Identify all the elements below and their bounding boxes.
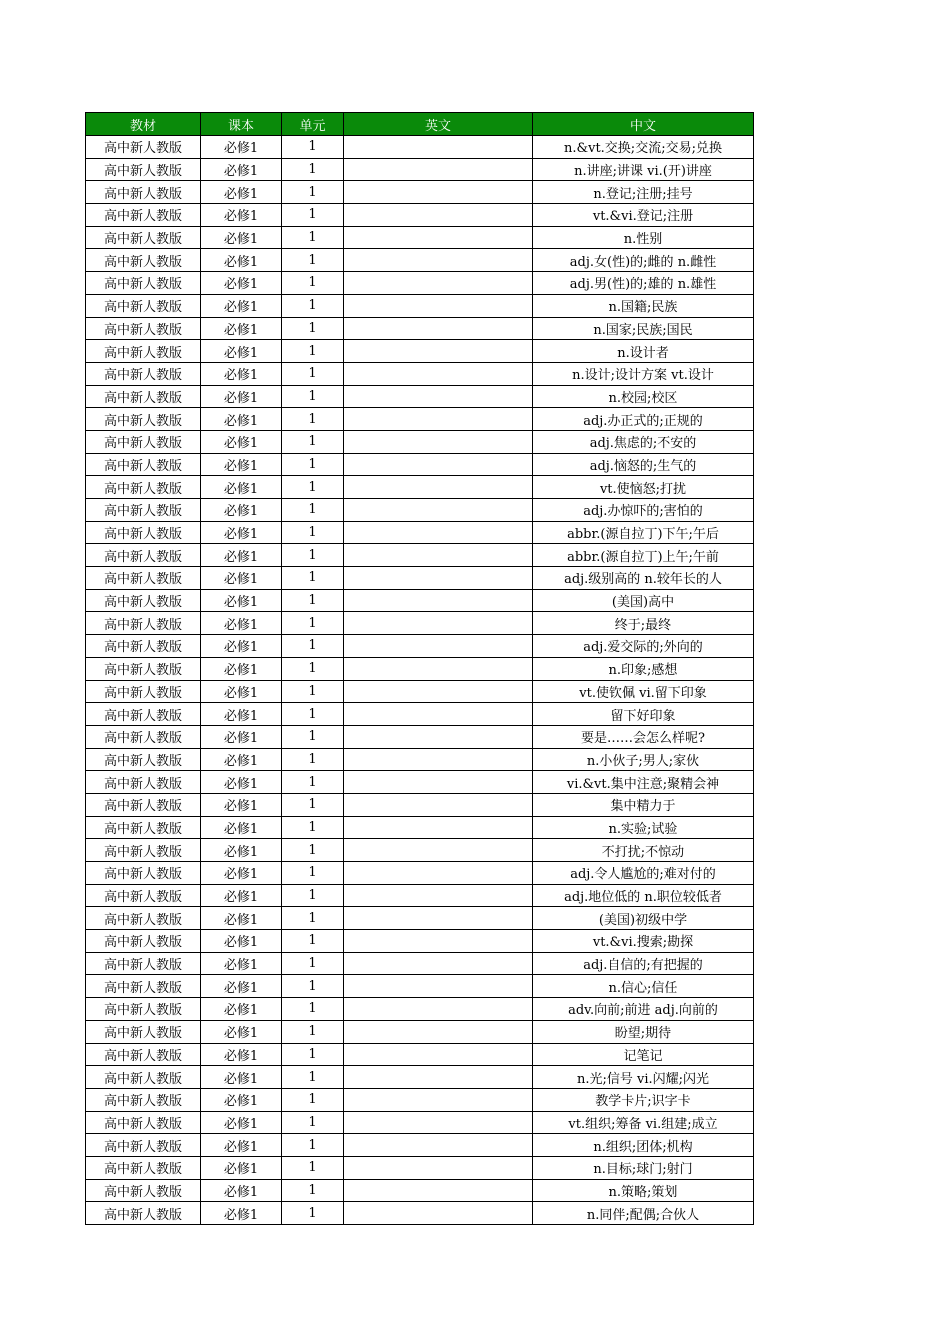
cell-chinese[interactable]: n.实验;试验 <box>533 816 754 839</box>
table-row <box>86 612 754 635</box>
cell-unit[interactable]: 1 <box>282 430 344 453</box>
table-row <box>86 204 754 227</box>
cell-chinese[interactable]: vt.使恼怒;打扰 <box>533 476 754 499</box>
cell-chinese[interactable]: 记笔记 <box>533 1043 754 1066</box>
cell-chinese[interactable]: adj.办正式的;正规的 <box>533 408 754 431</box>
cell-book[interactable]: 必修1 <box>201 249 282 272</box>
cell-chinese[interactable]: n.组织;团体;机构 <box>533 1134 754 1157</box>
cell-book[interactable]: 必修1 <box>201 635 282 658</box>
cell-textbook[interactable]: 高中新人教版 <box>86 975 201 998</box>
cell-english[interactable] <box>344 499 533 522</box>
cell-chinese[interactable]: vt.&vi.搜索;勘探 <box>533 930 754 953</box>
cell-book[interactable]: 必修1 <box>201 1088 282 1111</box>
cell-unit[interactable]: 1 <box>282 249 344 272</box>
cell-unit[interactable]: 1 <box>282 385 344 408</box>
cell-chinese[interactable]: 集中精力于 <box>533 793 754 816</box>
cell-textbook[interactable]: 高中新人教版 <box>86 249 201 272</box>
cell-chinese[interactable]: adj.级别高的 n.较年长的人 <box>533 567 754 590</box>
cell-textbook[interactable]: 高中新人教版 <box>86 430 201 453</box>
cell-english[interactable] <box>344 430 533 453</box>
cell-unit[interactable]: 1 <box>282 181 344 204</box>
cell-unit[interactable]: 1 <box>282 1202 344 1225</box>
header-row <box>86 113 754 136</box>
cell-book[interactable]: 必修1 <box>201 1202 282 1225</box>
cell-book[interactable]: 必修1 <box>201 998 282 1021</box>
cell-chinese[interactable]: 盼望;期待 <box>533 1020 754 1043</box>
cell-book[interactable]: 必修1 <box>201 793 282 816</box>
cell-english[interactable] <box>344 272 533 295</box>
cell-book[interactable]: 必修1 <box>201 839 282 862</box>
cell-english[interactable] <box>344 317 533 340</box>
table-row <box>86 340 754 363</box>
cell-english[interactable] <box>344 385 533 408</box>
cell-book[interactable]: 必修1 <box>201 362 282 385</box>
table-row <box>86 907 754 930</box>
cell-textbook[interactable]: 高中新人教版 <box>86 136 201 159</box>
cell-unit[interactable]: 1 <box>282 657 344 680</box>
cell-textbook[interactable]: 高中新人教版 <box>86 839 201 862</box>
cell-unit[interactable]: 1 <box>282 136 344 159</box>
table-row <box>86 1156 754 1179</box>
cell-english[interactable] <box>344 725 533 748</box>
cell-chinese[interactable]: adj.焦虑的;不安的 <box>533 430 754 453</box>
header-textbook[interactable]: 教材 <box>86 113 201 136</box>
cell-book[interactable]: 必修1 <box>201 453 282 476</box>
cell-chinese[interactable]: n.策略;策划 <box>533 1179 754 1202</box>
cell-chinese[interactable]: (美国)初级中学 <box>533 907 754 930</box>
cell-book[interactable]: 必修1 <box>201 884 282 907</box>
table-row <box>86 226 754 249</box>
cell-textbook[interactable]: 高中新人教版 <box>86 862 201 885</box>
table-row <box>86 1111 754 1134</box>
cell-textbook[interactable]: 高中新人教版 <box>86 680 201 703</box>
cell-english[interactable] <box>344 839 533 862</box>
cell-english[interactable] <box>344 907 533 930</box>
cell-english[interactable] <box>344 1156 533 1179</box>
cell-textbook[interactable]: 高中新人教版 <box>86 816 201 839</box>
cell-textbook[interactable]: 高中新人教版 <box>86 1156 201 1179</box>
cell-chinese[interactable]: adj.自信的;有把握的 <box>533 952 754 975</box>
cell-book[interactable]: 必修1 <box>201 1111 282 1134</box>
cell-textbook[interactable]: 高中新人教版 <box>86 725 201 748</box>
cell-textbook[interactable]: 高中新人教版 <box>86 272 201 295</box>
cell-english[interactable] <box>344 998 533 1021</box>
cell-unit[interactable]: 1 <box>282 204 344 227</box>
cell-english[interactable] <box>344 635 533 658</box>
cell-english[interactable] <box>344 975 533 998</box>
cell-english[interactable] <box>344 362 533 385</box>
table-row <box>86 1043 754 1066</box>
table-row <box>86 635 754 658</box>
cell-chinese[interactable]: n.目标;球门;射门 <box>533 1156 754 1179</box>
cell-textbook[interactable]: 高中新人教版 <box>86 998 201 1021</box>
cell-textbook[interactable]: 高中新人教版 <box>86 884 201 907</box>
cell-textbook[interactable]: 高中新人教版 <box>86 499 201 522</box>
cell-textbook[interactable]: 高中新人教版 <box>86 476 201 499</box>
cell-chinese[interactable]: 不打扰;不惊动 <box>533 839 754 862</box>
cell-chinese[interactable]: abbr.(源自拉丁)下午;午后 <box>533 521 754 544</box>
table-row <box>86 521 754 544</box>
table-row <box>86 567 754 590</box>
cell-textbook[interactable]: 高中新人教版 <box>86 952 201 975</box>
table-row <box>86 884 754 907</box>
table-row <box>86 136 754 159</box>
cell-unit[interactable]: 1 <box>282 862 344 885</box>
header-chinese[interactable]: 中文 <box>533 113 754 136</box>
table-row <box>86 294 754 317</box>
cell-unit[interactable]: 1 <box>282 612 344 635</box>
cell-unit[interactable]: 1 <box>282 1020 344 1043</box>
cell-chinese[interactable]: n.设计;设计方案 vt.设计 <box>533 362 754 385</box>
cell-book[interactable]: 必修1 <box>201 862 282 885</box>
cell-english[interactable] <box>344 158 533 181</box>
cell-unit[interactable]: 1 <box>282 340 344 363</box>
cell-unit[interactable]: 1 <box>282 930 344 953</box>
cell-book[interactable]: 必修1 <box>201 1043 282 1066</box>
cell-english[interactable] <box>344 136 533 159</box>
cell-english[interactable] <box>344 408 533 431</box>
cell-book[interactable]: 必修1 <box>201 158 282 181</box>
cell-chinese[interactable]: adj.爱交际的;外向的 <box>533 635 754 658</box>
table-row <box>86 748 754 771</box>
cell-textbook[interactable]: 高中新人教版 <box>86 385 201 408</box>
table-row <box>86 499 754 522</box>
cell-chinese[interactable]: n.小伙子;男人;家伙 <box>533 748 754 771</box>
table-row <box>86 476 754 499</box>
cell-english[interactable] <box>344 181 533 204</box>
cell-book[interactable]: 必修1 <box>201 430 282 453</box>
cell-book[interactable]: 必修1 <box>201 703 282 726</box>
cell-chinese[interactable]: n.登记;注册;挂号 <box>533 181 754 204</box>
table-row <box>86 771 754 794</box>
table-row <box>86 1202 754 1225</box>
cell-chinese[interactable]: n.&vt.交换;交流;交易;兑换 <box>533 136 754 159</box>
cell-unit[interactable]: 1 <box>282 1111 344 1134</box>
table-row <box>86 1020 754 1043</box>
table-row <box>86 408 754 431</box>
cell-chinese[interactable]: 要是……会怎么样呢? <box>533 725 754 748</box>
cell-unit[interactable]: 1 <box>282 589 344 612</box>
cell-book[interactable]: 必修1 <box>201 385 282 408</box>
table-row <box>86 839 754 862</box>
cell-unit[interactable]: 1 <box>282 408 344 431</box>
cell-chinese[interactable]: adj.男(性)的;雄的 n.雄性 <box>533 272 754 295</box>
cell-english[interactable] <box>344 1020 533 1043</box>
table-row <box>86 362 754 385</box>
vocabulary-table <box>85 112 754 1225</box>
cell-book[interactable]: 必修1 <box>201 408 282 431</box>
cell-chinese[interactable]: vt.&vi.登记;注册 <box>533 204 754 227</box>
cell-unit[interactable]: 1 <box>282 317 344 340</box>
cell-unit[interactable]: 1 <box>282 703 344 726</box>
cell-english[interactable] <box>344 748 533 771</box>
cell-chinese[interactable]: adv.向前;前进 adj.向前的 <box>533 998 754 1021</box>
table-row <box>86 385 754 408</box>
table-row <box>86 430 754 453</box>
cell-chinese[interactable]: n.性别 <box>533 226 754 249</box>
cell-chinese[interactable]: adj.恼怒的;生气的 <box>533 453 754 476</box>
table-row <box>86 1088 754 1111</box>
cell-textbook[interactable]: 高中新人教版 <box>86 930 201 953</box>
cell-unit[interactable]: 1 <box>282 362 344 385</box>
cell-textbook[interactable]: 高中新人教版 <box>86 340 201 363</box>
cell-english[interactable] <box>344 1066 533 1089</box>
cell-textbook[interactable]: 高中新人教版 <box>86 703 201 726</box>
cell-chinese[interactable]: n.讲座;讲课 vi.(开)讲座 <box>533 158 754 181</box>
table-row <box>86 952 754 975</box>
cell-book[interactable]: 必修1 <box>201 1020 282 1043</box>
cell-unit[interactable]: 1 <box>282 998 344 1021</box>
cell-english[interactable] <box>344 1134 533 1157</box>
cell-unit[interactable]: 1 <box>282 1179 344 1202</box>
cell-chinese[interactable]: 留下好印象 <box>533 703 754 726</box>
cell-textbook[interactable]: 高中新人教版 <box>86 771 201 794</box>
table-row <box>86 703 754 726</box>
cell-english[interactable] <box>344 657 533 680</box>
table-row <box>86 680 754 703</box>
cell-book[interactable]: 必修1 <box>201 567 282 590</box>
cell-chinese[interactable]: abbr.(源自拉丁)上午;午前 <box>533 544 754 567</box>
cell-english[interactable] <box>344 793 533 816</box>
cell-chinese[interactable]: n.国家;民族;国民 <box>533 317 754 340</box>
cell-textbook[interactable]: 高中新人教版 <box>86 612 201 635</box>
cell-textbook[interactable]: 高中新人教版 <box>86 226 201 249</box>
table-row <box>86 589 754 612</box>
table-row <box>86 998 754 1021</box>
cell-book[interactable]: 必修1 <box>201 771 282 794</box>
table-row <box>86 453 754 476</box>
cell-book[interactable]: 必修1 <box>201 1066 282 1089</box>
cell-english[interactable] <box>344 204 533 227</box>
cell-textbook[interactable]: 高中新人教版 <box>86 1020 201 1043</box>
cell-chinese[interactable]: 终于;最终 <box>533 612 754 635</box>
cell-chinese[interactable]: adj.令人尴尬的;难对付的 <box>533 862 754 885</box>
cell-unit[interactable]: 1 <box>282 294 344 317</box>
cell-chinese[interactable]: n.校园;校区 <box>533 385 754 408</box>
cell-textbook[interactable]: 高中新人教版 <box>86 317 201 340</box>
cell-book[interactable]: 必修1 <box>201 657 282 680</box>
table-body <box>86 136 754 1225</box>
cell-textbook[interactable]: 高中新人教版 <box>86 204 201 227</box>
cell-textbook[interactable]: 高中新人教版 <box>86 158 201 181</box>
cell-english[interactable] <box>344 1088 533 1111</box>
cell-english[interactable] <box>344 294 533 317</box>
cell-book[interactable]: 必修1 <box>201 975 282 998</box>
cell-textbook[interactable]: 高中新人教版 <box>86 567 201 590</box>
cell-chinese[interactable]: vi.&vt.集中注意;聚精会神 <box>533 771 754 794</box>
cell-book[interactable]: 必修1 <box>201 680 282 703</box>
cell-chinese[interactable]: vt.使钦佩 vi.留下印象 <box>533 680 754 703</box>
table-row <box>86 272 754 295</box>
cell-unit[interactable]: 1 <box>282 952 344 975</box>
cell-english[interactable] <box>344 1043 533 1066</box>
cell-textbook[interactable]: 高中新人教版 <box>86 1088 201 1111</box>
cell-book[interactable]: 必修1 <box>201 294 282 317</box>
cell-unit[interactable]: 1 <box>282 839 344 862</box>
cell-unit[interactable]: 1 <box>282 158 344 181</box>
header-unit[interactable]: 单元 <box>282 113 344 136</box>
cell-unit[interactable]: 1 <box>282 884 344 907</box>
table-row <box>86 544 754 567</box>
cell-english[interactable] <box>344 680 533 703</box>
table-row <box>86 657 754 680</box>
table-row <box>86 1179 754 1202</box>
cell-chinese[interactable]: n.印象;感想 <box>533 657 754 680</box>
cell-textbook[interactable]: 高中新人教版 <box>86 793 201 816</box>
cell-chinese[interactable]: (美国)高中 <box>533 589 754 612</box>
cell-unit[interactable]: 1 <box>282 771 344 794</box>
cell-english[interactable] <box>344 249 533 272</box>
cell-textbook[interactable]: 高中新人教版 <box>86 1066 201 1089</box>
cell-book[interactable]: 必修1 <box>201 907 282 930</box>
cell-english[interactable] <box>344 862 533 885</box>
cell-book[interactable]: 必修1 <box>201 1156 282 1179</box>
cell-textbook[interactable]: 高中新人教版 <box>86 294 201 317</box>
cell-book[interactable]: 必修1 <box>201 612 282 635</box>
cell-textbook[interactable]: 高中新人教版 <box>86 408 201 431</box>
cell-chinese[interactable]: n.同伴;配偶;合伙人 <box>533 1202 754 1225</box>
cell-unit[interactable]: 1 <box>282 1134 344 1157</box>
cell-textbook[interactable]: 高中新人教版 <box>86 181 201 204</box>
cell-english[interactable] <box>344 930 533 953</box>
table-row <box>86 793 754 816</box>
cell-unit[interactable]: 1 <box>282 635 344 658</box>
cell-english[interactable] <box>344 453 533 476</box>
cell-textbook[interactable]: 高中新人教版 <box>86 635 201 658</box>
cell-chinese[interactable]: vt.组织;筹备 vi.组建;成立 <box>533 1111 754 1134</box>
cell-textbook[interactable]: 高中新人教版 <box>86 544 201 567</box>
table-row <box>86 158 754 181</box>
cell-book[interactable]: 必修1 <box>201 521 282 544</box>
cell-book[interactable]: 必修1 <box>201 589 282 612</box>
cell-unit[interactable]: 1 <box>282 272 344 295</box>
cell-chinese[interactable]: n.光;信号 vi.闪耀;闪光 <box>533 1066 754 1089</box>
cell-english[interactable] <box>344 589 533 612</box>
cell-textbook[interactable]: 高中新人教版 <box>86 589 201 612</box>
cell-english[interactable] <box>344 612 533 635</box>
cell-book[interactable]: 必修1 <box>201 952 282 975</box>
cell-chinese[interactable]: adj.办惊吓的;害怕的 <box>533 499 754 522</box>
table-row <box>86 725 754 748</box>
cell-book[interactable]: 必修1 <box>201 181 282 204</box>
cell-english[interactable] <box>344 521 533 544</box>
cell-unit[interactable]: 1 <box>282 476 344 499</box>
cell-book[interactable]: 必修1 <box>201 930 282 953</box>
cell-unit[interactable]: 1 <box>282 226 344 249</box>
cell-chinese[interactable]: n.信心;信任 <box>533 975 754 998</box>
cell-english[interactable] <box>344 952 533 975</box>
table-row <box>86 249 754 272</box>
cell-unit[interactable]: 1 <box>282 748 344 771</box>
cell-unit[interactable]: 1 <box>282 725 344 748</box>
cell-chinese[interactable]: n.设计者 <box>533 340 754 363</box>
cell-book[interactable]: 必修1 <box>201 499 282 522</box>
cell-english[interactable] <box>344 1202 533 1225</box>
cell-english[interactable] <box>344 226 533 249</box>
cell-english[interactable] <box>344 1111 533 1134</box>
cell-english[interactable] <box>344 544 533 567</box>
cell-unit[interactable]: 1 <box>282 453 344 476</box>
cell-textbook[interactable]: 高中新人教版 <box>86 521 201 544</box>
cell-unit[interactable]: 1 <box>282 907 344 930</box>
cell-book[interactable]: 必修1 <box>201 816 282 839</box>
cell-unit[interactable]: 1 <box>282 499 344 522</box>
cell-book[interactable]: 必修1 <box>201 317 282 340</box>
table-row <box>86 975 754 998</box>
cell-english[interactable] <box>344 340 533 363</box>
cell-unit[interactable]: 1 <box>282 1088 344 1111</box>
cell-unit[interactable]: 1 <box>282 680 344 703</box>
table-row <box>86 816 754 839</box>
header-english[interactable]: 英文 <box>344 113 533 136</box>
cell-english[interactable] <box>344 1179 533 1202</box>
cell-english[interactable] <box>344 816 533 839</box>
cell-unit[interactable]: 1 <box>282 1156 344 1179</box>
cell-textbook[interactable]: 高中新人教版 <box>86 657 201 680</box>
cell-english[interactable] <box>344 884 533 907</box>
cell-book[interactable]: 必修1 <box>201 272 282 295</box>
cell-unit[interactable]: 1 <box>282 1043 344 1066</box>
cell-book[interactable]: 必修1 <box>201 544 282 567</box>
table-row <box>86 930 754 953</box>
cell-unit[interactable]: 1 <box>282 544 344 567</box>
cell-unit[interactable]: 1 <box>282 975 344 998</box>
cell-book[interactable]: 必修1 <box>201 1134 282 1157</box>
cell-textbook[interactable]: 高中新人教版 <box>86 362 201 385</box>
cell-unit[interactable]: 1 <box>282 816 344 839</box>
cell-book[interactable]: 必修1 <box>201 340 282 363</box>
table-row <box>86 1066 754 1089</box>
cell-english[interactable] <box>344 476 533 499</box>
cell-english[interactable] <box>344 703 533 726</box>
cell-textbook[interactable]: 高中新人教版 <box>86 907 201 930</box>
cell-book[interactable]: 必修1 <box>201 725 282 748</box>
cell-unit[interactable]: 1 <box>282 521 344 544</box>
cell-textbook[interactable]: 高中新人教版 <box>86 453 201 476</box>
cell-book[interactable]: 必修1 <box>201 204 282 227</box>
cell-book[interactable]: 必修1 <box>201 1179 282 1202</box>
cell-book[interactable]: 必修1 <box>201 476 282 499</box>
table-row <box>86 317 754 340</box>
cell-textbook[interactable]: 高中新人教版 <box>86 748 201 771</box>
cell-chinese[interactable]: 教学卡片;识字卡 <box>533 1088 754 1111</box>
cell-chinese[interactable]: n.国籍;民族 <box>533 294 754 317</box>
cell-unit[interactable]: 1 <box>282 1066 344 1089</box>
cell-unit[interactable]: 1 <box>282 793 344 816</box>
cell-chinese[interactable]: adj.女(性)的;雌的 n.雌性 <box>533 249 754 272</box>
cell-textbook[interactable]: 高中新人教版 <box>86 1202 201 1225</box>
cell-english[interactable] <box>344 771 533 794</box>
cell-chinese[interactable]: adj.地位低的 n.职位较低者 <box>533 884 754 907</box>
cell-book[interactable]: 必修1 <box>201 226 282 249</box>
table-row <box>86 181 754 204</box>
cell-textbook[interactable]: 高中新人教版 <box>86 1134 201 1157</box>
table-row <box>86 1134 754 1157</box>
cell-textbook[interactable]: 高中新人教版 <box>86 1111 201 1134</box>
table-row <box>86 862 754 885</box>
cell-english[interactable] <box>344 567 533 590</box>
cell-book[interactable]: 必修1 <box>201 136 282 159</box>
cell-unit[interactable]: 1 <box>282 567 344 590</box>
cell-textbook[interactable]: 高中新人教版 <box>86 1043 201 1066</box>
header-book[interactable]: 课本 <box>201 113 282 136</box>
cell-textbook[interactable]: 高中新人教版 <box>86 1179 201 1202</box>
cell-book[interactable]: 必修1 <box>201 748 282 771</box>
